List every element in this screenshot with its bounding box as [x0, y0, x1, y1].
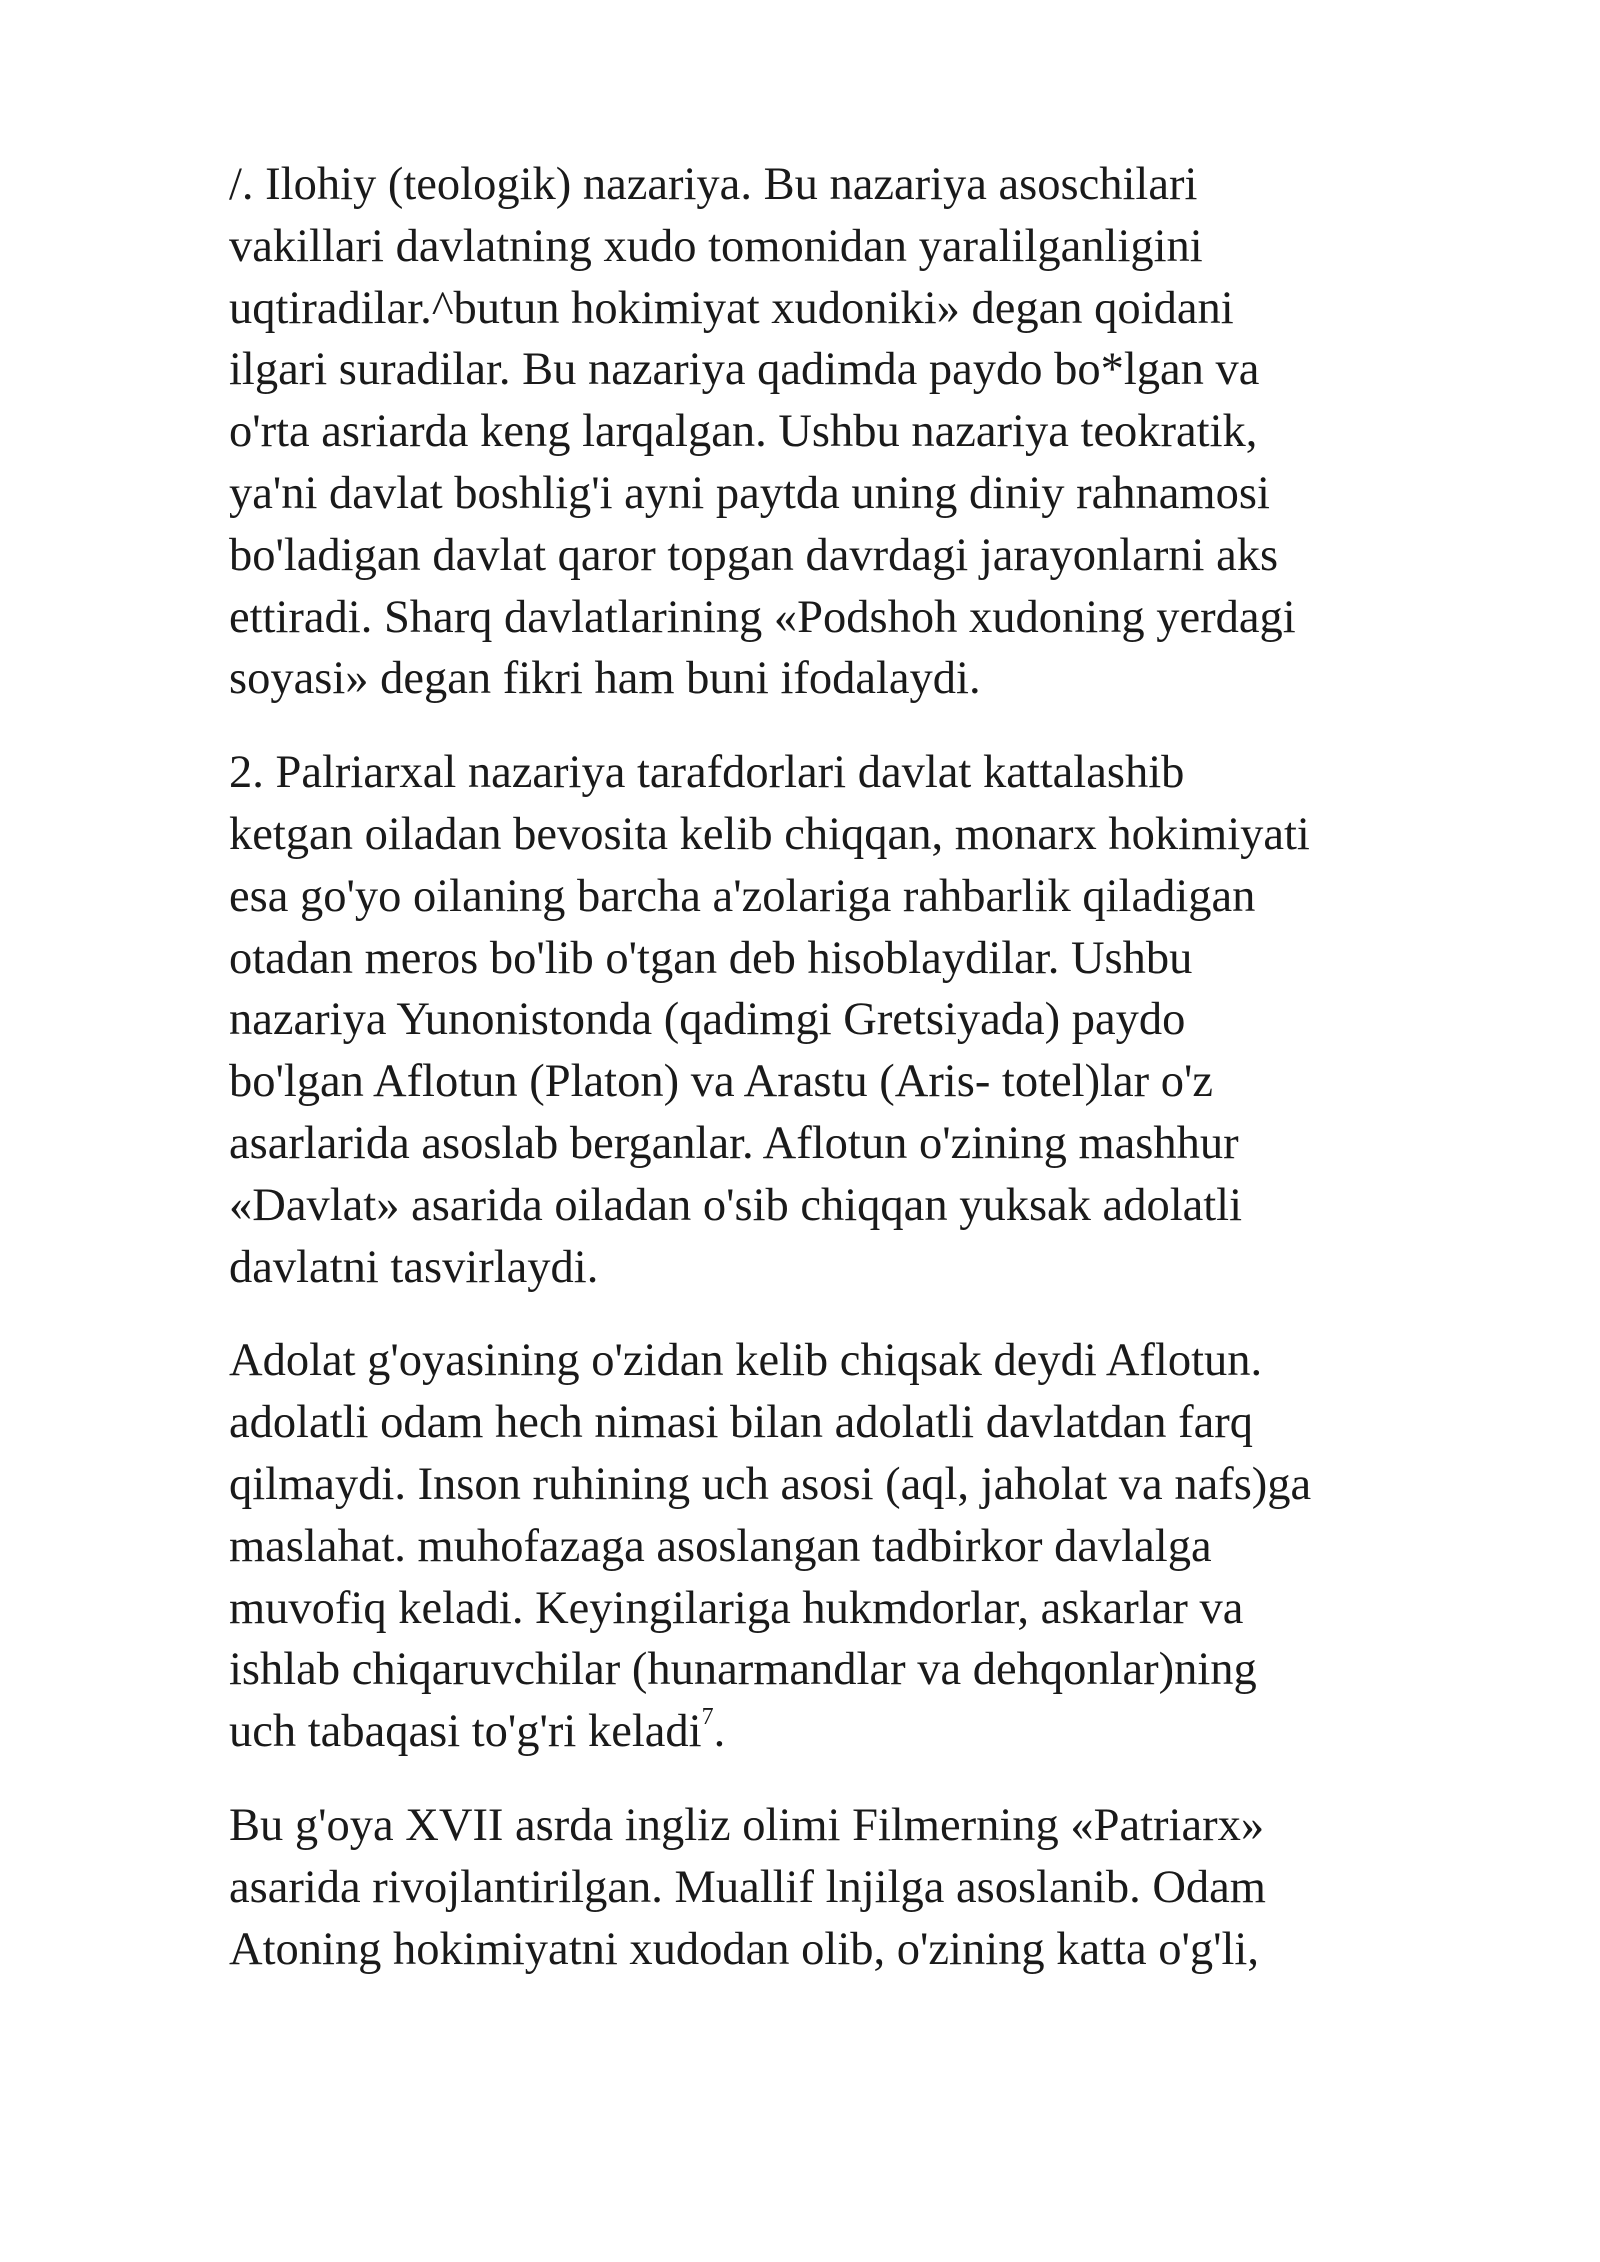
paragraph-spacer [229, 1298, 1529, 1330]
text-line: ya'ni davlat boshlig'i ayni paytda uning diniy rahnamosi [229, 467, 1270, 519]
paragraph-spacer [229, 710, 1529, 742]
paragraph-patriarchal-theory [229, 742, 1529, 1298]
text-line: muvofiq keladi. Keyingilariga hukmdorlar, askarlar va [229, 1582, 1244, 1634]
paragraph-spacer [229, 1763, 1529, 1795]
text-line: qilmaydi. Inson ruhining uch asosi (aql, jaholat va nafs)ga [229, 1458, 1312, 1510]
footnote-reference[interactable]: 7 [701, 1703, 714, 1730]
text-line: maslahat. muhofazaga asoslangan tadbirkor davlalga [229, 1520, 1212, 1572]
text-line: Atoning hokimiyatni xudodan olib, o'zining katta o'g'li, [229, 1923, 1259, 1975]
text-line: Bu g'oya XVII asrda ingliz olimi Filmerning «Patriarx» [229, 1799, 1265, 1851]
text-line: Adolat g'oyasining o'zidan kelib chiqsak deydi Aflotun. [229, 1335, 1263, 1387]
text-line: soyasi» degan fikri ham buni ifodalaydi. [229, 653, 981, 705]
text-line: ishlab chiqaruvchilar (hunarmandlar va dehqonlar)ning [229, 1644, 1257, 1696]
text-line: esa go'yo oilaning barcha a'zolariga rahbarlik qiladigan [229, 870, 1256, 922]
text-line: uqtiradilar.^butun hokimiyat xudoniki» degan qoidani [229, 282, 1234, 334]
text-line: adolatli odam hech nimasi bilan adolatli davlatdan farq [229, 1397, 1253, 1449]
text-line: ettiradi. Sharq davlatlarining «Podshoh xudoning yerdagi [229, 591, 1296, 643]
text-line: «Davlat» asarida oiladan o'sib chiqqan yuksak adolatli [229, 1179, 1243, 1231]
text-line: ilgari suradilar. Bu nazariya qadimda paydo bo*lgan va [229, 344, 1260, 396]
text-line-with-footnote [229, 1701, 1529, 1763]
text-line: asarlarida asoslab berganlar. Aflotun o'zining mashhur [229, 1117, 1239, 1169]
text-line: ketgan oiladan bevosita kelib chiqqan, monarx hokimiyati [229, 808, 1310, 860]
text-line: /. Ilohiy (teologik) nazariya. Bu nazariya asoschilari [229, 159, 1198, 210]
paragraph-theological-theory [229, 154, 1529, 710]
text-line: o'rta asriarda keng larqalgan. Ushbu nazariya teokratik, [229, 406, 1258, 458]
text-line: nazariya Yunonistonda (qadimgi Gretsiyada) paydo [229, 994, 1186, 1046]
text-line: vakillari davlatning xudo tomonidan yaralilganligini [229, 220, 1203, 272]
text-line: asarida rivojlantirilgan. Muallif lnjilga asoslanib. Odam [229, 1861, 1266, 1913]
paragraph-justice-idea [229, 1330, 1529, 1763]
sentence-end: . [713, 1706, 726, 1758]
paragraph-filmer [229, 1795, 1529, 1980]
text-line: davlatni tasvirlaydi. [229, 1241, 599, 1293]
text-line: bo'ladigan davlat qaror topgan davrdagi jarayonlarni aks [229, 529, 1279, 581]
text-line: 2. Palriarxal nazariya tarafdorlari davlat kattalashib [229, 747, 1185, 799]
document-body [229, 154, 1529, 1980]
text-line: bo'lgan Aflotun (Platon) va Arastu (Aris- totel)lar o'z [229, 1056, 1213, 1108]
text-line: otadan meros bo'lib o'tgan deb hisoblaydilar. Ushbu [229, 932, 1193, 984]
text-segment: uch tabaqasi to'g'ri keladi [229, 1706, 702, 1758]
